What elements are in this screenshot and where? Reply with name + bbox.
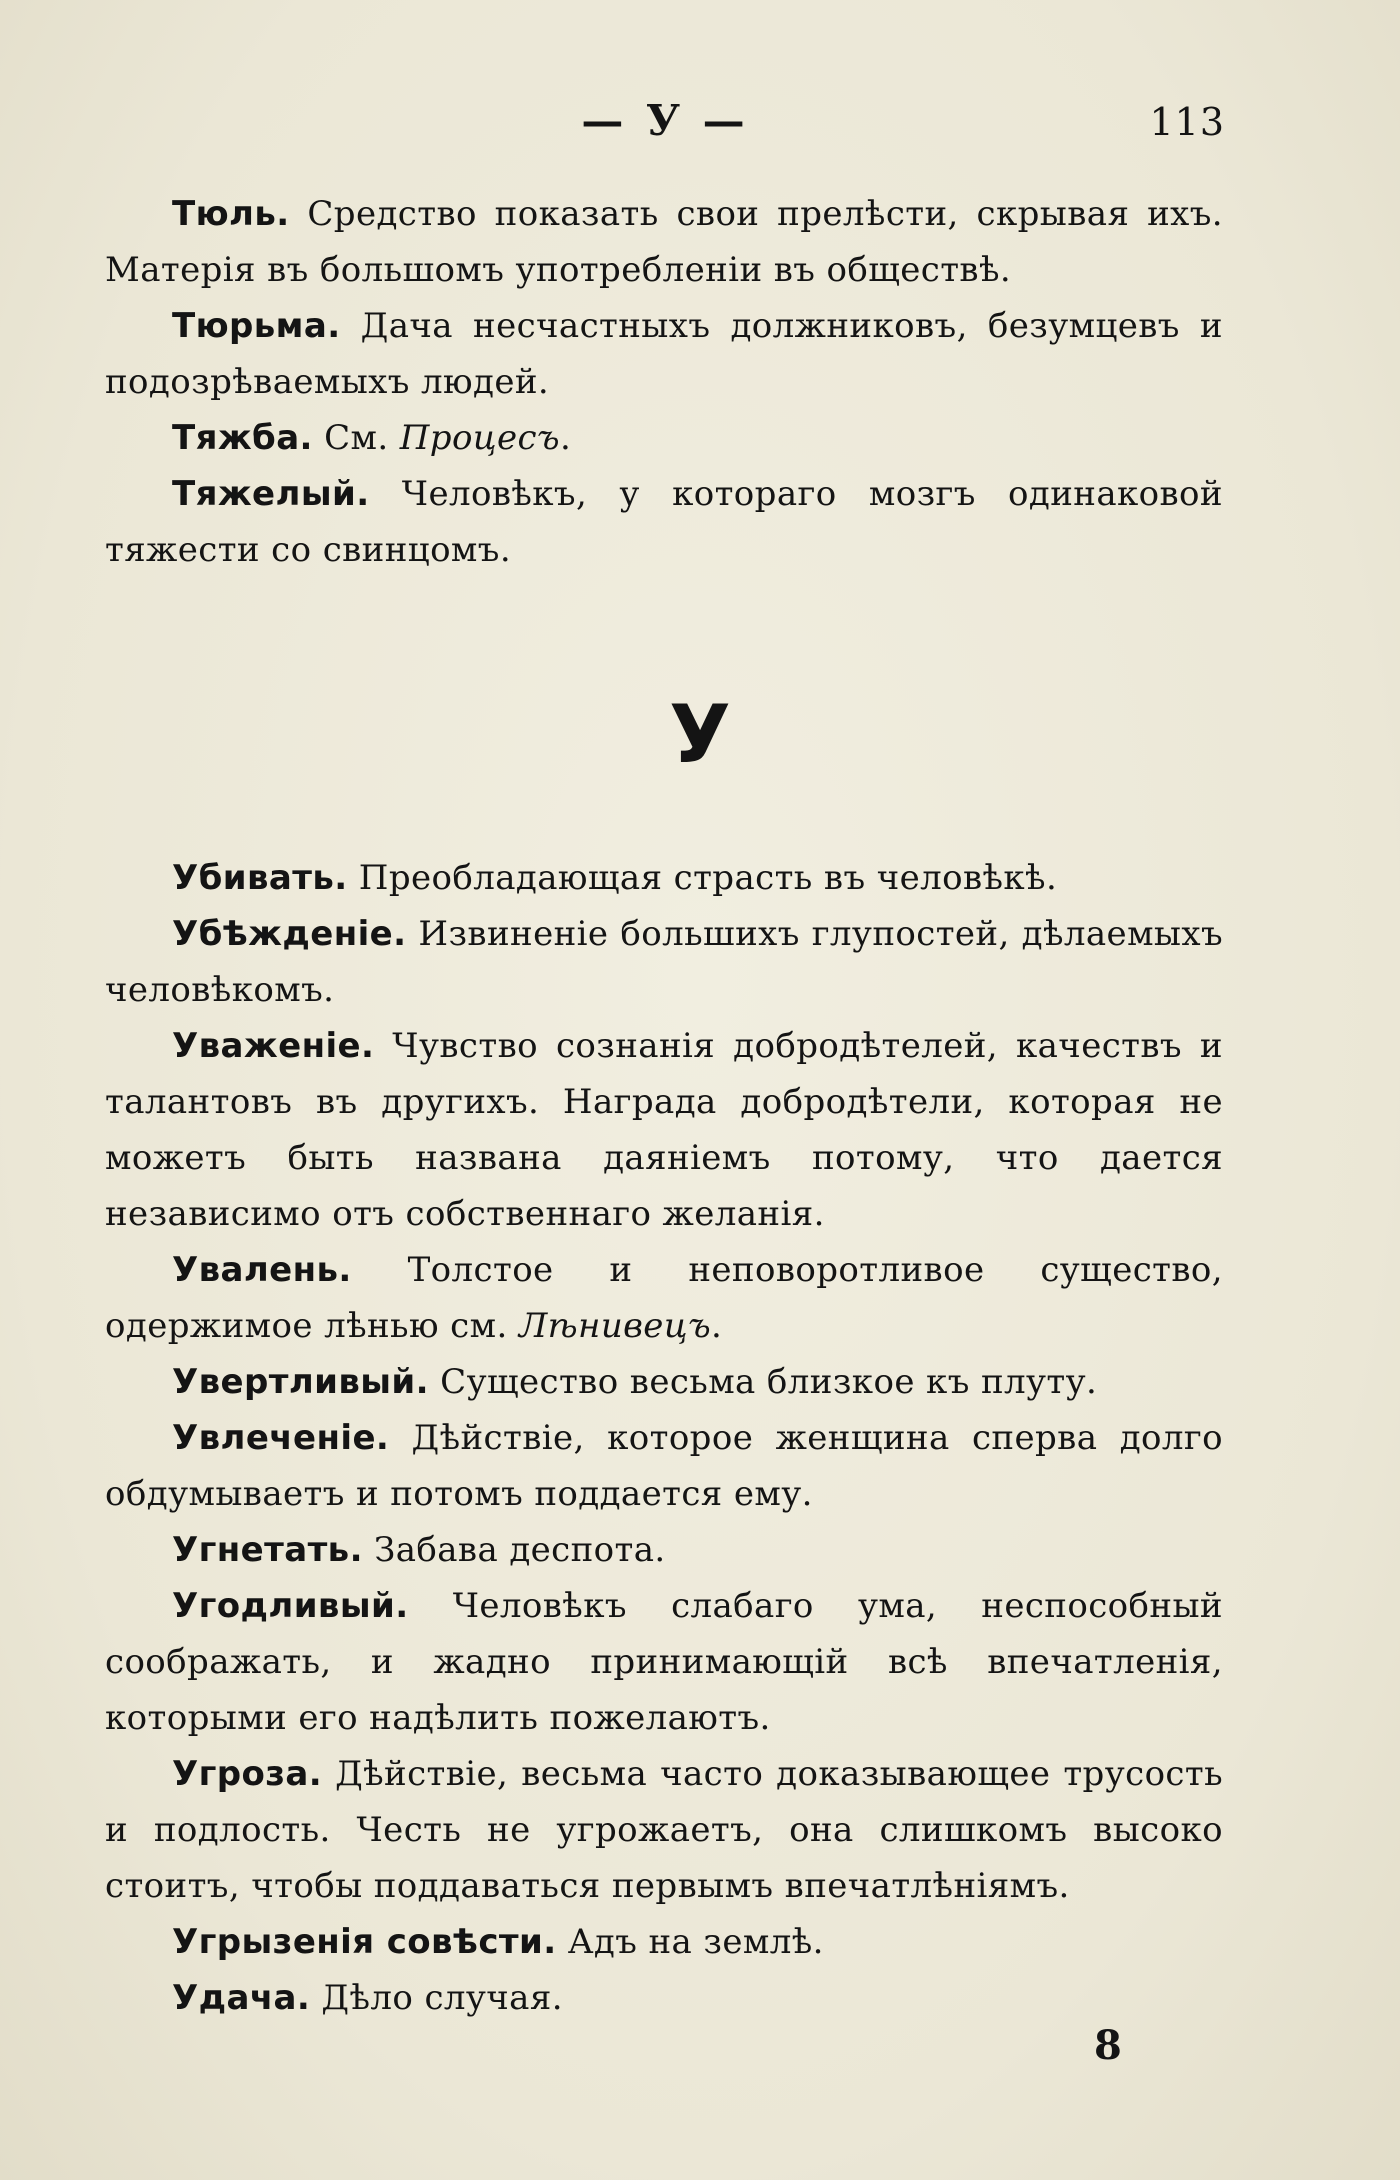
- dictionary-entry: [105, 466, 1223, 578]
- entry-definition: Забава деспота.: [362, 1530, 666, 1570]
- entry-definition: Чувство сознанія добродѣтелей, качествъ и талантовъ въ другихъ. Награда добродѣтели, которая не можетъ быть названа даяніемъ потому, что дается независимо отъ собственнаго желанія.: [105, 1026, 1223, 1234]
- dictionary-entry: [105, 1578, 1223, 1746]
- letter-section-heading: У: [669, 688, 731, 781]
- entry-headword: Убѣжденіе.: [172, 914, 407, 954]
- dictionary-entry: [105, 1018, 1223, 1242]
- entry-headword: Угодливый.: [172, 1586, 409, 1626]
- entry-definition: Существо весьма близкое къ плуту.: [428, 1362, 1098, 1402]
- entry-headword: Тюль.: [172, 194, 290, 234]
- entry-definition: Человѣкъ слабаго ума, неспособный соображать, и жадно принимающій всѣ впечатленія, которыми его надѣлить пожелаютъ.: [105, 1586, 1223, 1738]
- dictionary-entry: [105, 1746, 1223, 1914]
- entry-cross-reference: Процесъ: [399, 418, 560, 458]
- entry-definition: Человѣкъ, у котораго мозгъ одинаковой тяжести со свинцомъ.: [105, 474, 1223, 570]
- dictionary-entry: [105, 1522, 1223, 1578]
- entries-section-u: [105, 850, 1223, 2026]
- page-number: 113: [1149, 100, 1225, 144]
- entry-headword: Удача.: [172, 1978, 311, 2018]
- dictionary-entry: [105, 906, 1223, 1018]
- entry-headword: Убивать.: [172, 858, 348, 898]
- dictionary-entry: [105, 298, 1223, 410]
- page-header: [105, 96, 1225, 156]
- running-head: — У —: [581, 96, 749, 145]
- entry-definition: Извиненіе большихъ глупостей, дѣлаемыхъ человѣкомъ.: [105, 914, 1223, 1010]
- entry-cross-reference: Лѣнивецъ: [518, 1306, 712, 1346]
- entry-headword: Угроза.: [172, 1754, 323, 1794]
- entry-headword: Угнетать.: [172, 1530, 363, 1570]
- entry-punctuation: .: [711, 1306, 723, 1346]
- dictionary-entry: [105, 410, 1223, 466]
- entry-headword: Увертливый.: [172, 1362, 429, 1402]
- entry-definition: Толстое и неповоротливое существо, одержимое лѣнью см.: [105, 1250, 1223, 1346]
- dictionary-entry: [105, 1242, 1223, 1354]
- entries-section-t: [105, 186, 1223, 578]
- dictionary-entry: [105, 1914, 1223, 1970]
- entry-definition: Дѣйствіе, весьма часто доказывающее трусость и подлость. Честь не угрожаетъ, она слишкомъ высоко стоитъ, чтобы поддаваться первымъ впечатлѣніямъ.: [105, 1754, 1223, 1906]
- dictionary-entry: [105, 186, 1223, 298]
- entry-definition: Средство показать свои прелѣсти, скрывая ихъ. Матерія въ большомъ употребленіи въ обществѣ.: [105, 194, 1223, 290]
- entry-headword: Уваженіе.: [172, 1026, 375, 1066]
- entry-definition: Дача несчастныхъ должниковъ, безумцевъ и подозрѣваемыхъ людей.: [105, 306, 1223, 402]
- entry-headword: Угрызенія совѣсти.: [172, 1922, 557, 1962]
- dictionary-entry: [105, 850, 1223, 906]
- dictionary-entry: [105, 1410, 1223, 1522]
- entry-definition: Дѣло случая.: [310, 1978, 563, 2018]
- entry-definition: Адъ на землѣ.: [556, 1922, 824, 1962]
- dictionary-entry: [105, 1970, 1223, 2026]
- signature-mark: 8: [1094, 2022, 1122, 2069]
- entry-headword: Увлеченіе.: [172, 1418, 390, 1458]
- dictionary-entry: [105, 1354, 1223, 1410]
- entry-headword: Тяжелый.: [172, 474, 370, 514]
- entry-headword: Увалень.: [172, 1250, 352, 1290]
- entry-punctuation: .: [559, 418, 572, 458]
- entry-headword: Тяжба.: [172, 418, 313, 458]
- entry-definition: Преобладающая страсть въ человѣкѣ.: [347, 858, 1058, 898]
- entry-definition: См.: [312, 418, 400, 458]
- entry-headword: Тюрьма.: [172, 306, 341, 346]
- entry-definition: Дѣйствіе, которое женщина сперва долго обдумываетъ и потомъ поддается ему.: [105, 1418, 1223, 1514]
